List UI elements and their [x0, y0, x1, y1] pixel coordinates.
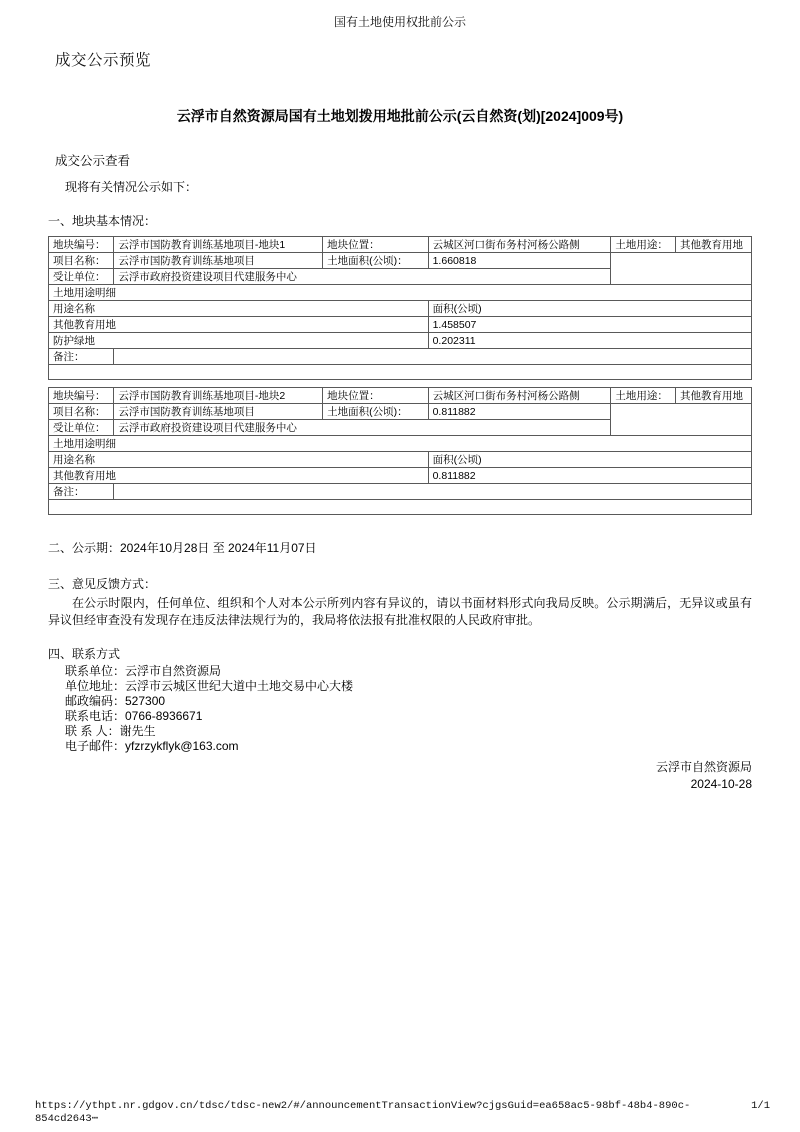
area-header: 面积(公顷)	[428, 301, 751, 317]
contact-block	[65, 664, 752, 754]
table-row	[49, 349, 752, 365]
parcel-table-2	[48, 387, 752, 515]
contact-email: 电子邮件：yfzrzykflyk@163.com	[65, 739, 239, 753]
project-name-value: 云浮市国防教育训练基地项目	[114, 404, 323, 420]
signature-date: 2024-10-28	[690, 776, 752, 791]
remark-label: 备注：	[49, 484, 114, 500]
intro-text: 现将有关情况公示如下：	[65, 180, 198, 194]
block-number-value: 云浮市国防教育训练基地项目-地块2	[114, 388, 323, 404]
land-use-value: 其他教育用地	[676, 388, 752, 404]
table-row	[49, 404, 752, 420]
contact-postcode: 邮政编码：527300	[65, 694, 166, 708]
land-area-value: 0.811882	[428, 404, 611, 420]
view-announcement-link: 成交公示查看	[55, 154, 131, 168]
section4-heading: 四、联系方式	[48, 647, 121, 661]
section3-heading: 三、意见反馈方式：	[48, 577, 157, 591]
table-row	[49, 253, 752, 269]
project-name-label: 项目名称：	[49, 253, 114, 269]
use-name-value: 其他教育用地	[49, 468, 429, 484]
use-name-header: 用途名称	[49, 301, 429, 317]
empty-row	[49, 500, 752, 515]
signature-block	[48, 759, 752, 792]
area-header: 面积(公顷)	[428, 452, 751, 468]
grantee-label: 受让单位：	[49, 269, 114, 285]
use-area-value: 0.202311	[428, 333, 751, 349]
table-row	[49, 301, 752, 317]
grantee-label: 受让单位：	[49, 420, 114, 436]
feedback-paragraph: 在公示时限内，任何单位、组织和个人对本公示所列内容有异议的，请以书面材料形式向我局反映。公示期满后，无异议或虽有异议但经审查没有发现存在违反法律法规行为的，我局将依法报有批准权限的人民政府审批。	[48, 596, 752, 627]
empty-merged-cell	[611, 253, 752, 285]
empty-merged-cell	[611, 404, 752, 436]
land-use-label: 土地用途：	[611, 237, 676, 253]
signature-org: 云浮市自然资源局	[655, 760, 752, 774]
use-detail-row	[49, 468, 752, 484]
remark-value	[114, 349, 752, 365]
announcement-title: 云浮市自然资源局国有土地划拨用地批前公示(云自然资(划)[2024]009号)	[176, 108, 624, 124]
empty-cell	[49, 500, 752, 515]
contact-address: 单位地址：云浮市云城区世纪大道中土地交易中心大楼	[65, 679, 354, 693]
use-detail-header: 土地用途明细	[49, 436, 752, 452]
table-row	[49, 237, 752, 253]
land-use-value: 其他教育用地	[676, 237, 752, 253]
table-row	[49, 452, 752, 468]
section2-heading: 二、公示期：2024年10月28日 至 2024年11月07日	[48, 541, 317, 555]
use-area-value: 1.458507	[428, 317, 751, 333]
grantee-value: 云浮市政府投资建设项目代建服务中心	[114, 269, 611, 285]
block-location-value: 云城区河口街布务村河杨公路侧	[428, 237, 611, 253]
project-name-value: 云浮市国防教育训练基地项目	[114, 253, 323, 269]
land-use-label: 土地用途：	[611, 388, 676, 404]
document-page	[48, 0, 752, 792]
use-detail-header: 土地用途明细	[49, 285, 752, 301]
table-row	[49, 436, 752, 452]
contact-phone: 联系电话：0766-8936671	[65, 709, 203, 723]
table-row	[49, 285, 752, 301]
footer-url: https://ythpt.nr.gdgov.cn/tdsc/tdsc-new2/#/announcementTransactionView?cjgsGuid=ea658ac5-98bf-48b4-890c-854cd2643⋯	[35, 1100, 691, 1125]
use-name-header: 用途名称	[49, 452, 429, 468]
empty-cell	[49, 365, 752, 380]
block-location-label: 地块位置：	[323, 237, 428, 253]
table-row	[49, 484, 752, 500]
grantee-value: 云浮市政府投资建设项目代建服务中心	[114, 420, 611, 436]
print-footer	[35, 1100, 770, 1125]
empty-row	[49, 365, 752, 380]
print-header-title: 国有土地使用权批前公示	[333, 15, 466, 29]
footer-page-number: 1/1	[751, 1100, 770, 1112]
section1-heading: 一、地块基本情况：	[48, 214, 157, 228]
land-area-value: 1.660818	[428, 253, 611, 269]
block-number-label: 地块编号：	[49, 237, 114, 253]
contact-person: 联 系 人：谢先生	[65, 724, 156, 738]
use-name-value: 其他教育用地	[49, 317, 429, 333]
remark-value	[114, 484, 752, 500]
use-name-value: 防护绿地	[49, 333, 429, 349]
parcel-table-1	[48, 236, 752, 380]
use-area-value: 0.811882	[428, 468, 751, 484]
land-area-label: 土地面积(公顷)：	[323, 253, 428, 269]
use-detail-row	[49, 317, 752, 333]
land-area-label: 土地面积(公顷)：	[323, 404, 428, 420]
project-name-label: 项目名称：	[49, 404, 114, 420]
table-row	[49, 388, 752, 404]
block-location-label: 地块位置：	[323, 388, 428, 404]
contact-unit: 联系单位：云浮市自然资源局	[65, 664, 222, 678]
block-number-value: 云浮市国防教育训练基地项目-地块1	[114, 237, 323, 253]
block-number-label: 地块编号：	[49, 388, 114, 404]
remark-label: 备注：	[49, 349, 114, 365]
page-title: 成交公示预览	[55, 52, 152, 69]
use-detail-row	[49, 333, 752, 349]
block-location-value: 云城区河口街布务村河杨公路侧	[428, 388, 611, 404]
